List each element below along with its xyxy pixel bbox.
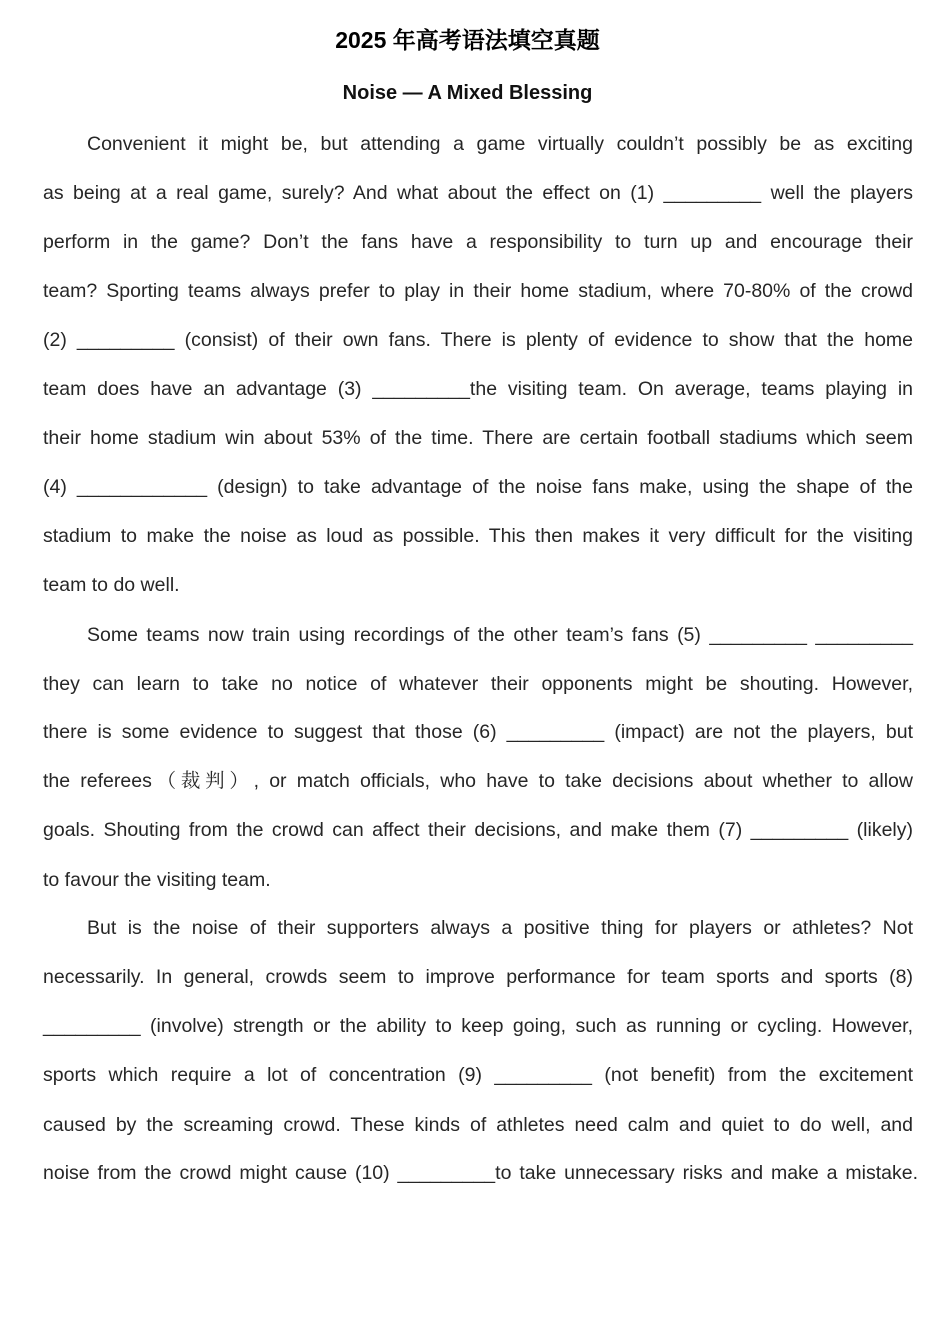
- paragraph-1-line-4: team? Sporting teams always prefer to play in their home stadium, where 70-80% of the crowd: [43, 280, 913, 302]
- paragraph-1-line-1: Convenient it might be, but attending a game virtually couldn’t possibly be as exciting: [87, 133, 913, 155]
- paragraph-1-line-8: (4) ____________ (design) to take advantage of the noise fans make, using the shape of the: [43, 476, 913, 498]
- paragraph-2-line-3: there is some evidence to suggest that those (6) _________ (impact) are not the players, but: [43, 721, 913, 743]
- paragraph-1-line-6: team does have an advantage (3) _________the visiting team. On average, teams playing in: [43, 378, 913, 400]
- paragraph-3-line-4: sports which require a lot of concentration (9) _________ (not benefit) from the excitement: [43, 1064, 913, 1086]
- paragraph-2-line-5: goals. Shouting from the crowd can affect their decisions, and make them (7) _________ (likely): [43, 819, 913, 841]
- paragraph-2-line-1: Some teams now train using recordings of the other team’s fans (5) _________ _________: [87, 624, 913, 646]
- paragraph-1-line-3: perform in the game? Don’t the fans have a responsibility to turn up and encourage their: [43, 231, 913, 253]
- article-title: Noise — A Mixed Blessing: [342, 82, 593, 104]
- paragraph-3-line-3: _________ (involve) strength or the ability to keep going, such as running or cycling. However,: [43, 1015, 913, 1037]
- paragraph-2-line-6: to favour the visiting team.: [43, 869, 271, 891]
- paragraph-2-line-4: the referees（裁判）, or match officials, who have to take decisions about whether to allow: [43, 770, 913, 792]
- paragraph-1-line-10: team to do well.: [43, 574, 180, 596]
- paragraph-3-line-1: But is the noise of their supporters always a positive thing for players or athletes? Not: [87, 917, 913, 939]
- paragraph-1-line-9: stadium to make the noise as loud as possible. This then makes it very difficult for the visiting: [43, 525, 913, 547]
- paragraph-1-line-2: as being at a real game, surely? And what about the effect on (1) _________ well the players: [43, 182, 913, 204]
- paragraph-2-line-2: they can learn to take no notice of whatever their opponents might be shouting. However,: [43, 673, 913, 695]
- paragraph-3-line-5: caused by the screaming crowd. These kinds of athletes need calm and quiet to do well, and: [43, 1114, 913, 1136]
- paragraph-1-line-7: their home stadium win about 53% of the time. There are certain football stadiums which seem: [43, 427, 913, 449]
- page-title: 2025 年高考语法填空真题: [335, 27, 600, 53]
- paragraph-1-line-5: (2) _________ (consist) of their own fans. There is plenty of evidence to show that the home: [43, 329, 913, 351]
- paragraph-3-line-2: necessarily. In general, crowds seem to improve performance for team sports and sports (8): [43, 966, 913, 988]
- paragraph-3-line-6: noise from the crowd might cause (10) _________to take unnecessary risks and make a mistake.: [43, 1162, 918, 1184]
